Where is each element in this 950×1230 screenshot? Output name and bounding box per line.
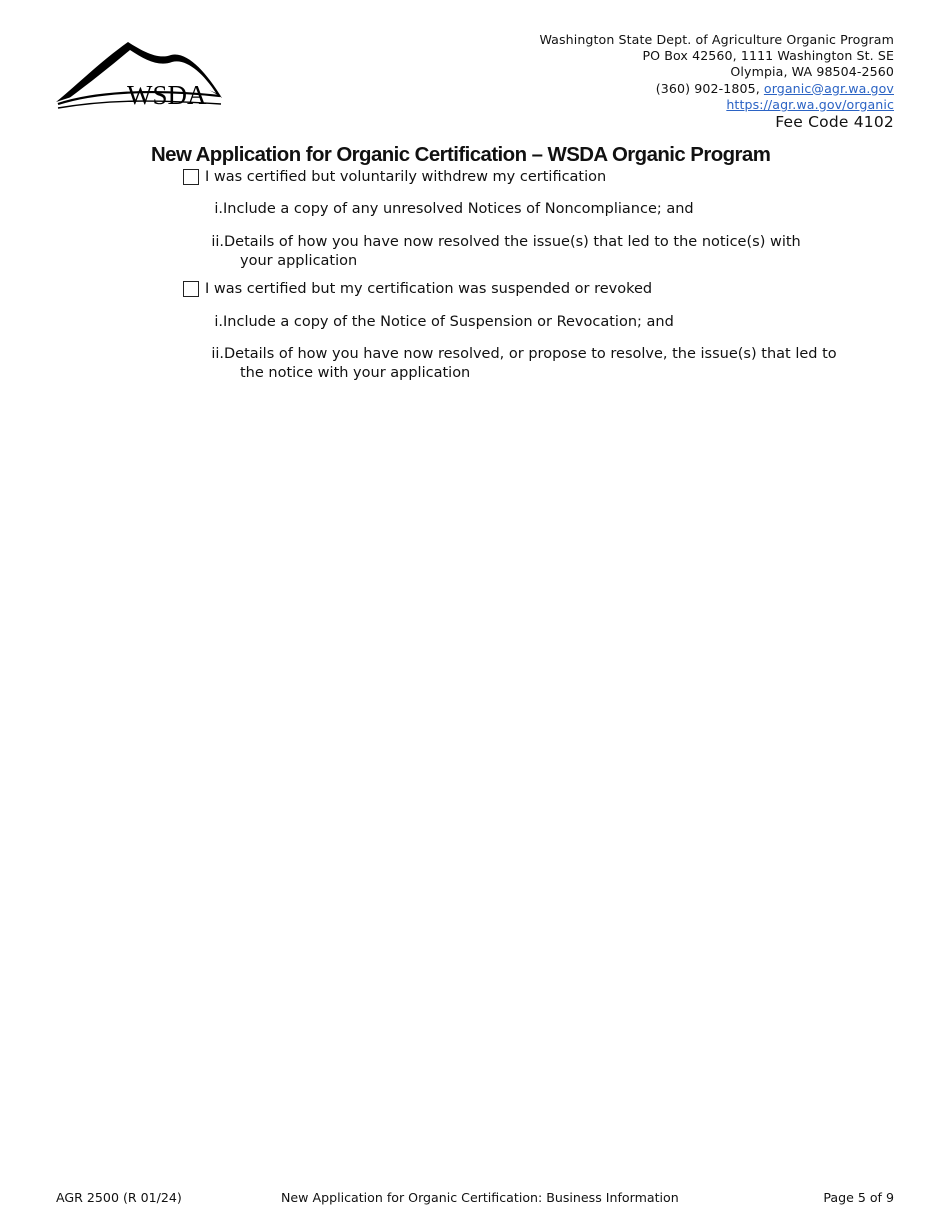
subitem-suspended-ii	[211, 345, 864, 383]
subitem-text: Details of how you have now resolved, or propose to resolve, the issue(s) that led to the notice with your application	[224, 346, 837, 381]
withdrew-checkbox[interactable]	[183, 169, 199, 185]
subitem-withdrew-ii	[211, 233, 834, 271]
email-link[interactable]: organic@agr.wa.gov	[763, 80, 894, 96]
website-line	[464, 97, 894, 113]
logo-text: WSDA	[127, 80, 207, 110]
footer-section-title: New Application for Organic Certification: Business Information	[281, 1190, 679, 1205]
phone-number: (360) 902-1805,	[655, 80, 764, 96]
org-name: Washington State Dept. of Agriculture Organic Program	[539, 32, 894, 47]
subitem-text: Details of how you have now resolved the issue(s) that led to the notice(s) with your application	[224, 234, 801, 269]
suspended-checkbox[interactable]	[183, 281, 199, 297]
phone-email-line	[464, 81, 894, 97]
option-label: I was certified but voluntarily withdrew my certification	[205, 169, 607, 185]
fee-code: Fee Code 4102	[775, 113, 894, 132]
website-link[interactable]: https://agr.wa.gov/organic	[726, 96, 894, 112]
subitem-text: Include a copy of the Notice of Suspension or Revocation; and	[223, 314, 674, 330]
subitem-number: i.	[214, 314, 223, 330]
subitem-suspended-i	[214, 313, 863, 332]
contact-block	[464, 32, 894, 131]
subitem-text: Include a copy of any unresolved Notices of Noncompliance; and	[223, 201, 694, 217]
subitem-withdrew-i	[214, 200, 863, 219]
address-line-2: Olympia, WA 98504-2560	[730, 64, 894, 80]
option-item-suspended	[183, 280, 652, 299]
subitem-number: i.	[214, 201, 223, 217]
option-item-withdrew	[183, 168, 606, 187]
subitem-number: ii.	[211, 234, 224, 250]
address-line-1: PO Box 42560, 1111 Washington St. SE	[642, 48, 894, 64]
mountain-logo-icon	[54, 38, 224, 112]
wsda-logo	[54, 38, 224, 112]
footer-page-number: Page 5 of 9	[823, 1190, 894, 1205]
footer-form-number: AGR 2500 (R 01/24)	[56, 1190, 182, 1205]
subitem-number: ii.	[211, 346, 224, 362]
page-title: New Application for Organic Certification – WSDA Organic Program	[151, 144, 771, 166]
option-label: I was certified but my certification was suspended or revoked	[205, 281, 653, 297]
